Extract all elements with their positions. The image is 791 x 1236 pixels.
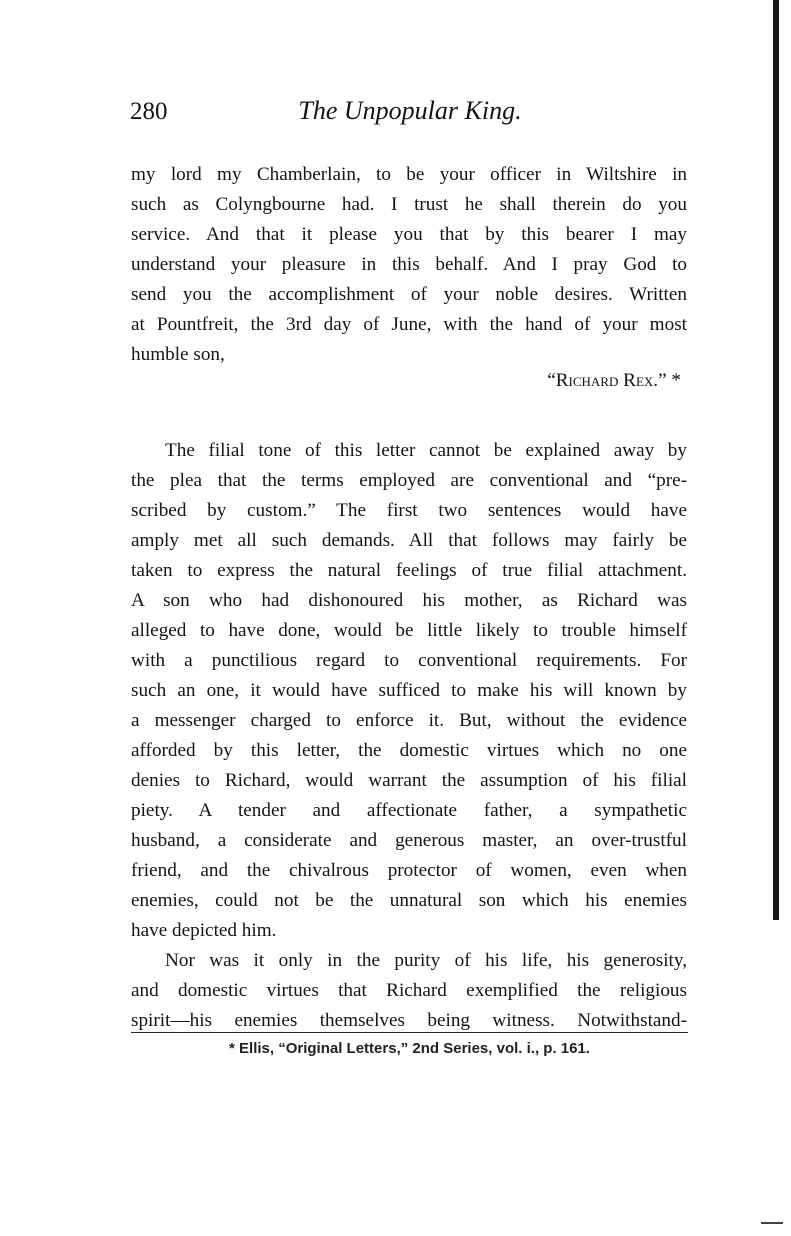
page-edge-mark — [761, 1222, 783, 1224]
text-line: service. And that it please you that by this bearer I may — [131, 224, 687, 245]
text-line: Nor was it only in the purity of his life, his generosity, — [165, 950, 687, 971]
paragraph-filial-tone — [131, 436, 687, 946]
footnote: * Ellis, “Original Letters,” 2nd Series, vol. i., p. 161. — [229, 1040, 590, 1057]
text-line: enemies, could not be the unnatural son which his enemies — [131, 890, 687, 911]
text-line: husband, a considerate and generous master, an over-trustful — [131, 830, 687, 851]
text-line: friend, and the chivalrous protector of women, even when — [131, 860, 687, 881]
text-line: humble son, — [131, 344, 225, 365]
running-title: The Unpopular King. — [298, 96, 522, 125]
text-line: alleged to have done, would be little likely to trouble himself — [131, 620, 687, 641]
body-text — [131, 160, 687, 1036]
text-line: taken to express the natural feelings of true filial attachment. — [131, 560, 687, 581]
text-line: piety. A tender and affectionate father, a sympathetic — [131, 800, 687, 821]
text-line: have depicted him. — [131, 920, 277, 941]
text-line: afforded by this letter, the domestic virtues which no one — [131, 740, 687, 761]
text-line: the plea that the terms employed are conventional and “pre- — [131, 470, 687, 491]
footnote-rule — [131, 1032, 688, 1033]
text-line: such as Colyngbourne had. I trust he shall therein do you — [131, 194, 687, 215]
text-line: spirit—his enemies themselves being witness. Notwithstand- — [131, 1010, 687, 1031]
text-line: my lord my Chamberlain, to be your officer in Wiltshire in — [131, 164, 687, 185]
text-line: a messenger charged to enforce it. But, without the evidence — [131, 710, 687, 731]
text-line: with a punctilious regard to conventional requirements. For — [131, 650, 687, 671]
letter-excerpt — [131, 160, 687, 396]
letter-signature: “Richard Rex.” * — [547, 370, 681, 391]
text-line: such an one, it would have sufficed to make his will known by — [131, 680, 687, 701]
text-line: at Pountfreit, the 3rd day of June, with the hand of your most — [131, 314, 687, 335]
text-line: and domestic virtues that Richard exemplified the religious — [131, 980, 687, 1001]
page-edge-shadow — [773, 0, 779, 920]
page-number: 280 — [130, 98, 168, 125]
text-line: scribed by custom.” The first two sentences would have — [131, 500, 687, 521]
text-line: send you the accomplishment of your noble desires. Written — [131, 284, 687, 305]
text-line: denies to Richard, would warrant the assumption of his filial — [131, 770, 687, 791]
text-line: The filial tone of this letter cannot be explained away by — [165, 440, 687, 461]
text-line: A son who had dishonoured his mother, as Richard was — [131, 590, 687, 611]
text-line: understand your pleasure in this behalf. And I pray God to — [131, 254, 687, 275]
text-line: amply met all such demands. All that follows may fairly be — [131, 530, 687, 551]
paragraph-religious-spirit — [131, 946, 687, 1036]
paragraph-gap — [131, 396, 687, 436]
